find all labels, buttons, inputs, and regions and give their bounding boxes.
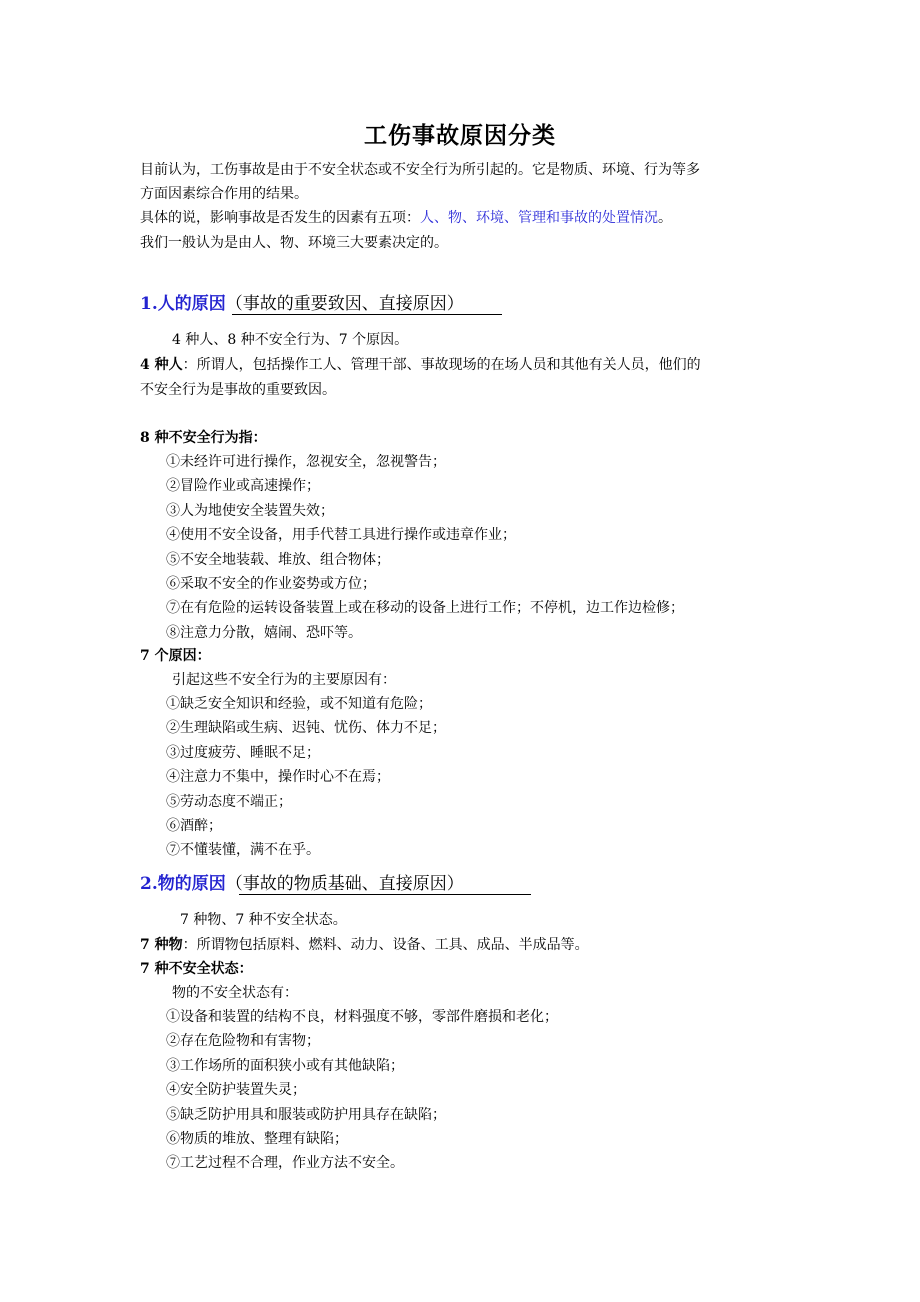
behavior-item: ①未经许可进行操作，忽视安全，忽视警告； xyxy=(166,454,446,470)
reason-item: ⑥酒醉； xyxy=(166,818,222,834)
reasons-label: 7 个原因： xyxy=(140,648,211,664)
reason-item: ③过度疲劳、睡眠不足； xyxy=(166,744,320,761)
behaviors-label: 8 种不安全行为指： xyxy=(140,430,267,446)
behavior-item: ⑦在有危险的运转设备装置上或在移动的设备上进行工作；不停机，边工作边检修； xyxy=(166,600,684,617)
state-item: ①设备和装置的结构不良，材料强度不够，零部件磨损和老化； xyxy=(166,1009,558,1025)
section-1-people-line-1 xyxy=(140,355,701,375)
intro-line-3-prefix: 具体的说，影响事故是否发生的因素有五项： xyxy=(140,210,420,226)
states-label: 7 种不安全状态： xyxy=(140,961,253,977)
behavior-item: ②冒险作业或高速操作； xyxy=(166,478,320,495)
section-2-things-line xyxy=(140,935,589,955)
section-2-subtitle: （事故的物质基础、直接原因） xyxy=(225,874,464,894)
people-label: 4 种人 xyxy=(140,357,183,373)
reason-item: ①缺乏安全知识和经验，或不知道有危险； xyxy=(166,696,432,712)
section-1-underline xyxy=(232,314,502,315)
section-1-heading xyxy=(140,292,464,316)
behavior-item: ⑥采取不安全的作业姿势或方位； xyxy=(166,576,376,592)
intro-line-1: 目前认为，工伤事故是由于不安全状态或不安全行为所引起的。它是物质、环境、行为等多 xyxy=(140,162,700,178)
things-text: ：所谓物包括原料、燃料、动力、设备、工具、成品、半成品等。 xyxy=(182,937,589,953)
people-text-1: ：所谓人，包括操作工人、管理干部、事故现场的在场人员和其他有关人员，他们的 xyxy=(182,357,701,373)
document-title: 工伤事故原因分类 xyxy=(364,122,556,149)
intro-line-2: 方面因素综合作用的结果。 xyxy=(140,186,308,202)
behavior-item: ③人为地使安全装置失效； xyxy=(166,502,334,519)
section-1-number: 1.人的原因 xyxy=(140,294,226,314)
state-item: ④安全防护装置失灵； xyxy=(166,1082,306,1099)
state-item: ③工作场所的面积狭小或有其他缺陷； xyxy=(166,1057,404,1074)
behavior-item: ④使用不安全设备，用手代替工具进行操作或违章作业； xyxy=(166,527,516,544)
reasons-intro: 引起这些不安全行为的主要原因有： xyxy=(172,672,396,688)
reason-item: ⑤劳动态度不端正； xyxy=(166,793,292,810)
things-label: 7 种物 xyxy=(140,937,183,953)
section-2-heading xyxy=(140,872,464,896)
section-2-summary: 7 种物、7 种不安全状态。 xyxy=(180,912,347,928)
reason-item: ⑦不懂装懂，满不在乎。 xyxy=(166,842,320,859)
intro-line-4: 我们一般认为是由人、物、环境三大要素决定的。 xyxy=(140,235,448,251)
intro-line-3-suffix: 。 xyxy=(658,210,672,226)
reason-item: ②生理缺陷或生病、迟钝、忧伤、体力不足； xyxy=(166,720,446,737)
intro-line-3 xyxy=(140,208,672,228)
state-item: ②存在危险物和有害物； xyxy=(166,1033,320,1050)
section-2-underline xyxy=(239,894,531,895)
behavior-item: ⑤不安全地装载、堆放、组合物体； xyxy=(166,551,390,568)
section-1-subtitle: （事故的重要致因、直接原因） xyxy=(225,294,464,314)
state-item: ⑥物质的堆放、整理有缺陷； xyxy=(166,1131,348,1147)
state-item: ⑤缺乏防护用具和服装或防护用具存在缺陷； xyxy=(166,1106,446,1123)
section-1-people-line-2: 不安全行为是事故的重要致因。 xyxy=(140,382,336,398)
behavior-item: ⑧注意力分散，嬉闹、恐吓等。 xyxy=(166,624,362,641)
states-intro: 物的不安全状态有： xyxy=(172,985,298,1001)
section-2-number: 2.物的原因 xyxy=(140,874,226,894)
intro-five-factors: 人、物、环境、管理和事故的处置情况 xyxy=(420,210,658,226)
reason-item: ④注意力不集中，操作时心不在焉； xyxy=(166,769,390,786)
section-1-summary: 4 种人、8 种不安全行为、7 个原因。 xyxy=(172,332,409,348)
state-item: ⑦工艺过程不合理，作业方法不安全。 xyxy=(166,1155,404,1172)
